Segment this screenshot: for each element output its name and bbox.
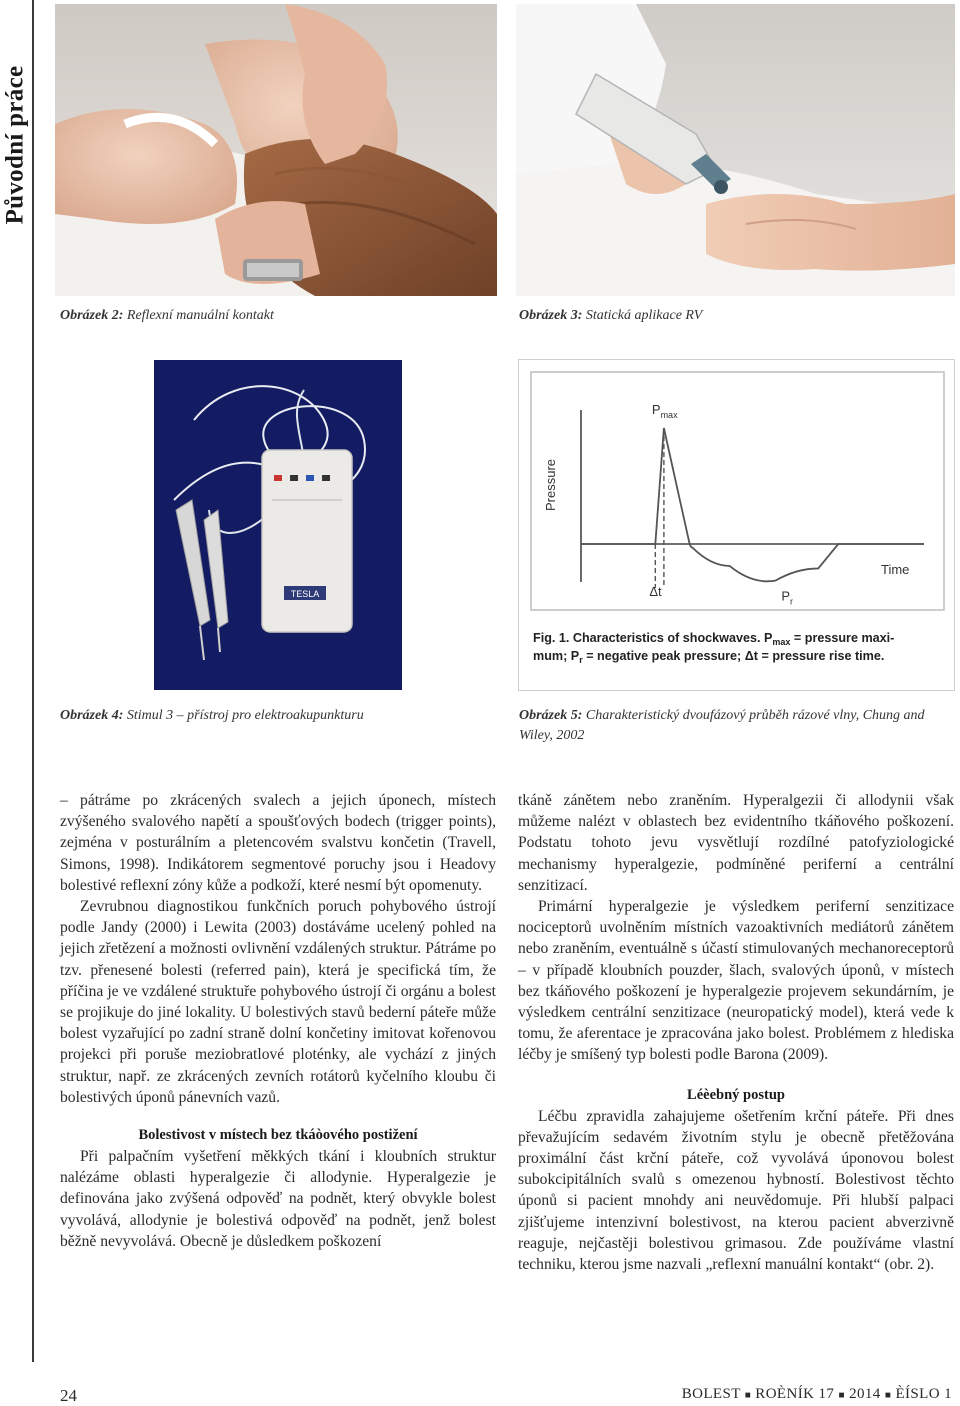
footer-separator: ■: [744, 1390, 752, 1401]
figure-4-label: Obrázek 4:: [60, 708, 124, 723]
pmax-letter: P: [651, 402, 661, 417]
caption-part: mum; P: [533, 649, 580, 663]
figure-4-title: Stimul 3 – přístroj pro elektroakupunkturu: [126, 708, 364, 723]
left-paragraph-2: Zevrubnou diagnostikou funkčních poruch pohybového ústrojí podle Jandy (2000) i Lewita (2003) dostáváme ucelený pohled na jejich zřetězení a možnosti ovlivnění vzdálených struktur. Pátráme po tzv. přenesené bolesti (referred pain), která je specifická tím, že příčina je ve vzdálené struktuře pohybového ústrojí či orgánu a bolest se projikuje do jiné lokality. U bolestivých stavů bederní páteře může bolest vyzařující po zadní straně dolní končetiny imitovat kořenovou projekci při poruše meziobratlové ploténky, ale vychází z jiných struktur, např. ze zkrácených zevních rotátorů kyčelního kloubu či bolestivých úponů pánevních vazů.: [60, 898, 496, 1106]
figure-2-photo: [55, 4, 497, 296]
footer-separator: ■: [838, 1390, 845, 1401]
page-number: 24: [60, 1386, 77, 1405]
figure-5-caption: [519, 706, 955, 746]
right-text-column: [518, 790, 954, 1275]
y-axis-label: Pressure: [543, 458, 558, 512]
left-paragraph-1: – pátráme po zkrácených svalech a jejich úponech, místech zvýšeného svalového napětí a spoušťových bodech (trigger points), zejména v posturálním a pletencovém svalstvu končetin (Travell, Simons, 1998). Indikátorem segmentové poruchy jsou i Headovy bolestivé reflexní zóny kůže a podkoží, které nesmí být opomenuty.: [60, 792, 496, 894]
vertical-rule: [32, 0, 34, 1362]
chart-caption-line-2: [533, 649, 884, 665]
manual-contact-illustration: [55, 4, 497, 296]
figure-2-label: Obrázek 2:: [60, 308, 124, 323]
journal-issue: ÈÍSLO 1: [895, 1386, 952, 1402]
delta-t-annotation: Δt: [649, 584, 662, 599]
journal-name: BOLEST: [681, 1386, 741, 1402]
figure-2-title: Reflexní manuální kontakt: [126, 308, 274, 323]
rv-application-illustration: [516, 4, 955, 296]
x-axis-label: Time: [881, 562, 910, 577]
caption-part: Fig. 1. Characteristics of shockwaves. P: [533, 631, 773, 645]
right-paragraph-3: Léčbu zpravidla zahajujeme ošetřením krční páteře. Při dnes převažujícím sedavém životním stylu je obecně přetěžována proximální část krční páteře, což vyvolává úponovou bolest subokcipitálních svalů s omezenou hybností. Bolestivost těchto úponů si pacient mnohdy ani neuvědomuje. Při hlubší palpaci zjišťujeme intenzivní bolestivost, na kterou pacient abverzivně reaguje, nejčastěji bolestivou grimasou. Zde používáme vlastní techniku, kterou jsme nazvali „reflexní manuální kontakt“ (obr. 2).: [518, 1107, 954, 1274]
figure-3-caption: [519, 306, 939, 326]
section-label: [0, 0, 30, 290]
right-paragraph-2: Primární hyperalgezie je výsledkem periferní senzitizace nociceptorů uvolněním místních vazoaktivních mediátorů zánětem nebo zraněním, eventuálně s účastí stimulovaných mechanoreceptorů – v případě kloubních pouzder, šlach, svalových úponů, v místech bez tkáňového poškození je hyperalgezie projevem sekundárním, je výsledkem centrální senzitizace (neuropatický model), která vede k tomu, že aferentace je zpracována jako bolest. Problémem z hlediska léčby je smíšený typ bolesti podle Barona (2009).: [518, 898, 954, 1064]
caption-part: = negative peak pressure; Δt = pressure rise time.: [582, 649, 885, 663]
caption-subscript: max: [772, 637, 791, 647]
caption-subscript: r: [579, 655, 583, 665]
chart-caption-line-1: [533, 631, 894, 647]
pr-letter: P: [781, 588, 791, 604]
figure-5-label: Obrázek 5:: [519, 708, 583, 723]
figure-2-caption: [60, 306, 480, 326]
figure-3-label: Obrázek 3:: [519, 308, 583, 323]
figure-3-photo: [516, 4, 955, 296]
figure-3-title: Statická aplikace RV: [585, 308, 703, 323]
right-paragraph-1: tkáně zánětem nebo zraněním. Hyperalgezii či allodynii však můžeme nalézt v oblastech bez evidentního tkáňového poškození. Podstatu tohoto jevu vysvětlují rozdílné patofyziologické mechanismy hyperalgezie, podmíněné periferní a centrální senzitizací.: [518, 792, 954, 894]
left-text-column: [60, 790, 496, 1252]
right-section-heading: Léèebný postup: [687, 1086, 785, 1103]
figure-4-photo: [154, 360, 402, 690]
pmax-subscript: max: [660, 410, 678, 420]
figure-5-title: Charakteristický dvoufázový průběh rázové vlny, Chung and Wiley, 2002: [519, 708, 925, 743]
pr-subscript: r: [790, 596, 794, 607]
left-paragraph-3: Při palpačním vyšetření měkkých tkání i kloubních struktur nalézáme oblasti hyperalgezie či allodynie. Hyperalgezie je definována jako zvýšená odpověď na podnět, který obvykle bolest vyvolává, allodynie je bolestivá odpověď na podnět, jenž bolest běžně nevyvolává. Obecně je důsledkem poškození: [60, 1148, 496, 1250]
figure-5-chart: [518, 359, 955, 691]
footer-separator: ■: [884, 1390, 892, 1401]
journal-volume: ROÈNÍK 17: [755, 1386, 835, 1402]
journal-year: 2014: [849, 1386, 881, 1402]
journal-footer: [682, 1386, 952, 1403]
section-label-text: Původní práce: [1, 65, 28, 225]
caption-part: = pressure maxi-: [790, 631, 895, 645]
shockwave-chart: [519, 360, 955, 691]
electroacupuncture-device-illustration: [154, 360, 402, 690]
left-section-heading: Bolestivost v místech bez tkáòového postižení: [138, 1127, 418, 1144]
device-brand: TESLA: [290, 589, 320, 599]
figure-4-caption: [60, 706, 480, 726]
